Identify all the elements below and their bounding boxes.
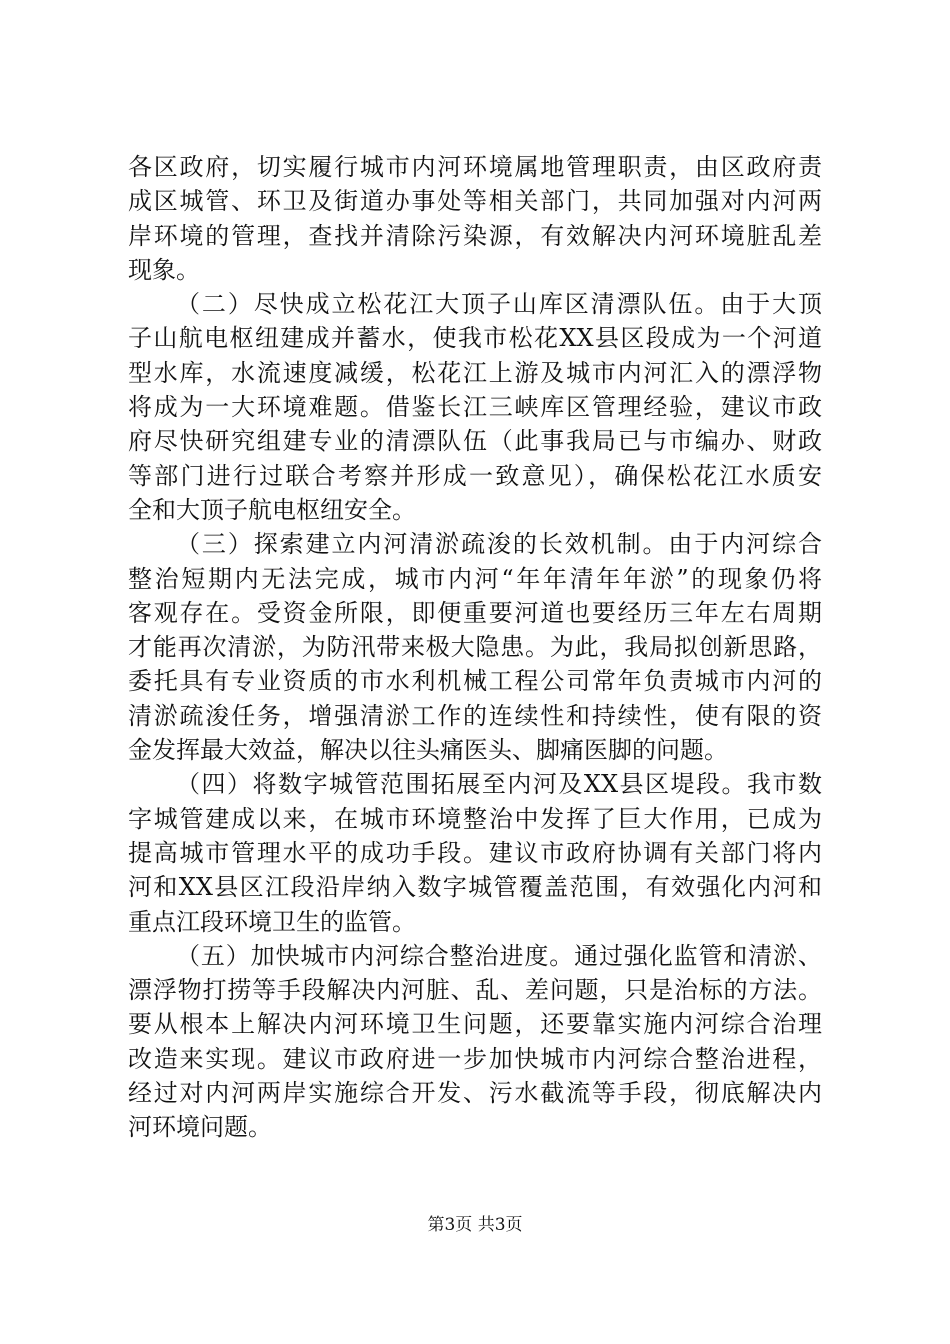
text-line: 河和XX县区江段沿岸纳入数字城管覆盖范围，有效强化内河和 [128,873,822,902]
text-line: 岸环境的管理，查找并清除污染源，有效解决内河环境脏乱差 [128,221,822,250]
text-line: 府尽快研究组建专业的清漂队伍（此事我局已与市编办、财政 [128,427,822,456]
text-line: 金发挥最大效益，解决以往头痛医头、脚痛医脚的问题。 [128,736,728,765]
text-line: 字城管建成以来，在城市环境整治中发挥了巨大作用，已成为 [128,804,822,833]
text-line: 等部门进行过联合考察并形成一致意见），确保松花江水质安 [128,461,822,490]
document-body [128,150,822,1145]
text-line: 将成为一大环境难题。借鉴长江三峡库区管理经验，建议市政 [128,393,822,422]
text-line: （三）探索建立内河清淤疏浚的长效机制。由于内河综合 [176,530,822,559]
text-line: 河环境问题。 [128,1113,272,1142]
text-line: 型水库，水流速度减缓，松花江上游及城市内河汇入的漂浮物 [128,358,822,387]
text-line: 全和大顶子航电枢纽安全。 [128,495,416,524]
text-line: 清淤疏浚任务，增强清淤工作的连续性和持续性，使有限的资 [128,701,822,730]
text-line: 客观存在。受资金所限，即便重要河道也要经历三年左右周期 [128,598,822,627]
text-line: 才能再次清淤，为防汛带来极大隐患。为此，我局拟创新思路， [128,633,822,662]
text-line: 现象。 [128,255,200,284]
text-line: 重点江段环境卫生的监管。 [128,907,416,936]
text-line: 改造来实现。建议市政府进一步加快城市内河综合整治进程， [128,1044,822,1073]
text-line: 整治短期内无法完成，城市内河“年年清年年淤”的现象仍将 [128,564,822,593]
text-line: 提高城市管理水平的成功手段。建议市政府协调有关部门将内 [128,838,822,867]
text-line: 子山航电枢纽建成并蓄水，使我市松花XX县区段成为一个河道 [128,324,822,353]
text-line: （五）加快城市内河综合整治进度。通过强化监管和清淤、 [176,941,822,970]
text-line: 成区城管、环卫及街道办事处等相关部门，共同加强对内河两 [128,187,822,216]
text-line: （二）尽快成立松花江大顶子山库区清漂队伍。由于大顶 [176,290,822,319]
text-line: （四）将数字城管范围拓展至内河及XX县区堤段。我市数 [176,770,822,799]
text-line: 各区政府，切实履行城市内河环境属地管理职责，由区政府责 [128,153,822,181]
text-line: 委托具有专业资质的市水利机械工程公司常年负责城市内河的 [128,667,822,696]
text-line: 漂浮物打捞等手段解决内河脏、乱、差问题，只是治标的方法。 [128,976,822,1005]
text-line: 要从根本上解决内河环境卫生问题，还要靠实施内河综合治理 [128,1010,822,1039]
page-footer: 第3页 共3页 [427,1215,523,1235]
text-line: 经过对内河两岸实施综合开发、污水截流等手段，彻底解决内 [128,1079,822,1108]
